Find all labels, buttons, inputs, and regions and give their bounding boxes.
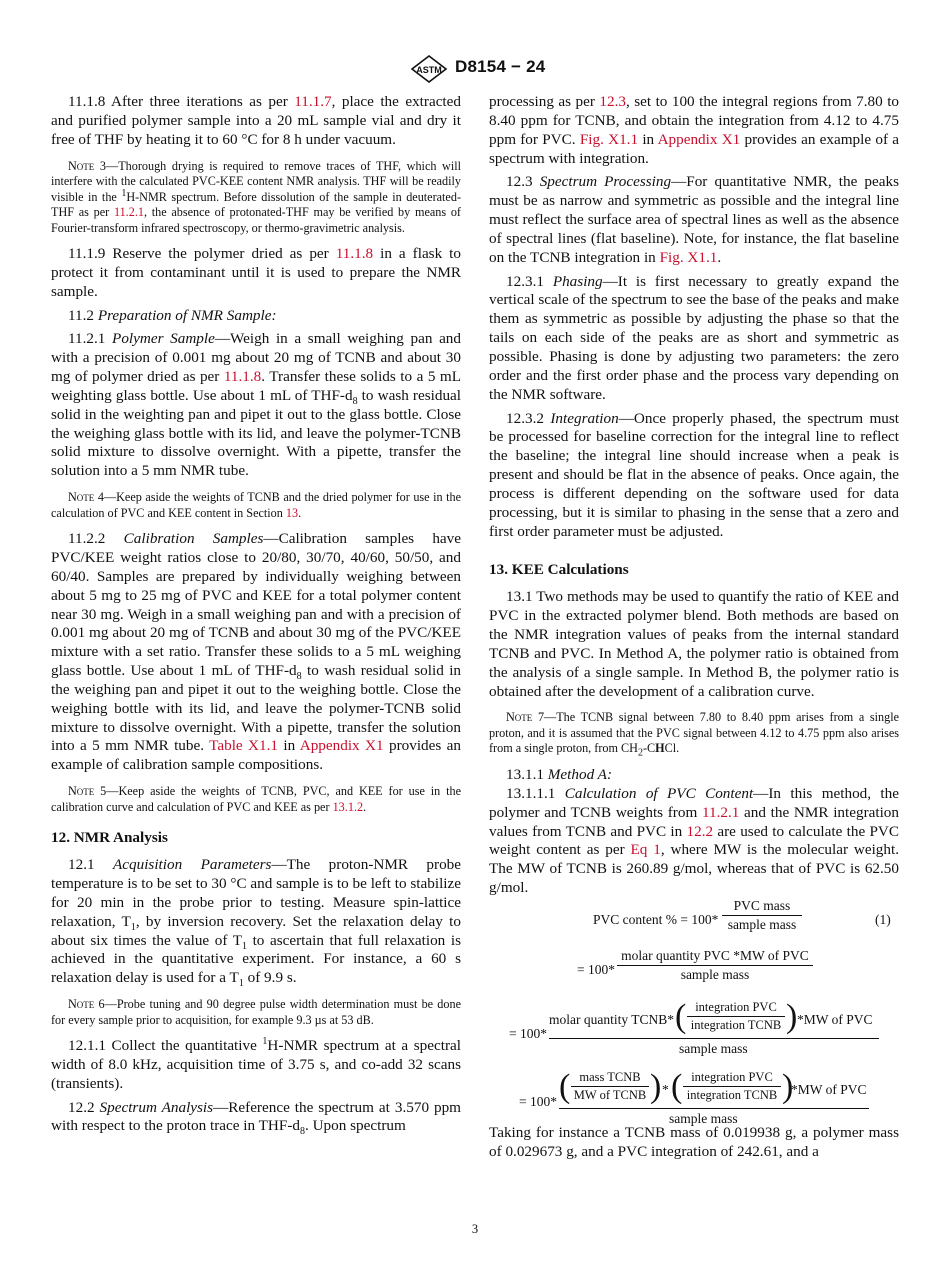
paragraph-example-continued: Taking for instance a TCNB mass of 0.019938 g, a polymer mass of 0.029673 g, and a PVC integration of 242.61, and a — [489, 1123, 899, 1160]
paragraph-11-2-1: 11.2.1 Polymer Sample—Weigh in a small weighing pan and with a precision of 0.001 mg about 20 mg of TCNB and about 30 mg of polymer dried as per 11.1.8. Transfer these solids to a 5 mL weighting glass bottle. Use about 1 mL of THF-$d_8$ to wash residual solid in the weighting pan and pipet it out to the glass bottle. Close the weighing glass bottle with its lid, and leave the polymer-TCNB solid mixture to dissolve overnight. With a pipette, transfer the solution into a 5 mm NMR tube. — [51, 330, 462, 480]
xref-appendix-x1-b[interactable]: Appendix X1 — [657, 130, 741, 148]
xref-table-x1-1[interactable]: Table X1.1 — [209, 737, 278, 755]
xref-12-2[interactable]: 12.2 — [686, 822, 714, 840]
eq1-label: (1) — [875, 911, 891, 927]
paragraph-12-1-1: 12.1.1 Collect the quantitative $^1$H-NMR spectrum at a spectral width of 8.0 kHz, acquisition time of 3.75 s, and co-add 32 scans (transients). — [51, 1035, 461, 1092]
equation-1-block — [489, 897, 899, 1126]
paragraph-12-3: 12.3 Spectrum Processing—For quantitative NMR, the peaks must be as narrow and symmetric as possible and the integral line must reflect the surface area of spectral lines as well as the absence of spectral lines (flat baseline). Note, for instance, the flat baseline on the TCNB integration in Fig. X1.1. — [489, 173, 899, 266]
astm-logo-icon — [408, 54, 450, 84]
xref-11-2-1-b[interactable]: 11.2.1 — [701, 803, 740, 821]
note-3: Note 3—Thorough drying is required to remove traces of THF, which will interfere with the calculated PVC-KEE content NMR analysis. THF will be readily visible in the $^1$H-NMR spectrum. Before dissolution of the sample in deuterated-THF as per 11.2.1, the absence of protonated-THF may be verified by means of Fourier-transform infrared spectroscopy, or thermo-gravimetric analysis. — [51, 158, 462, 235]
xref-12-3[interactable]: 12.3 — [599, 93, 626, 110]
paragraph-13-1: 13.1 Two methods may be used to quantify the ratio of KEE and PVC in the extracted polymer blend. Both methods are based on the NMR integration values of peaks from the internal standard TCNB and PVC. In Method A, the polymer ratio is obtained from the analysis of a single sample. In Method B, the polymer ratio is obtained after the development of a calibration curve. — [489, 588, 899, 700]
paragraph-11-1-9: 11.1.9 Reserve the polymer dried as per 11.1.8 in a flask to protect it from contaminant until it is used to prepare the NMR sample. — [51, 245, 461, 300]
eq4-numerator: ( mass TCNB MW of TCNB ) * ( integration PVC integration TCNB ) *MW of PVC — [559, 1068, 869, 1109]
right-column — [489, 93, 899, 1162]
xref-11-1-8-b[interactable]: 11.1.8 — [223, 368, 262, 386]
eq1-lhs: PVC content % = 100* — [593, 911, 719, 927]
eq4-denominator: sample mass — [669, 1110, 738, 1126]
eq3-numerator: molar quantity TCNB* ( integration PVC integration TCNB ) *MW of PVC — [549, 998, 879, 1039]
section-13-heading: 13. KEE Calculations — [489, 561, 629, 579]
astm-logo-text: ASTM — [416, 65, 442, 75]
xref-section-13[interactable]: 13 — [285, 505, 299, 520]
paragraph-12-2: 12.2 Spectrum Analysis—Reference the spectrum at 3.570 ppm with respect to the proton trace in THF-$d_8$. Upon spectrum — [51, 1098, 461, 1138]
paragraph-12-2-continued: processing as per 12.3, set to 100 the integral regions from 7.80 to 8.40 ppm for TCNB, and obtain the integration from 4.12 to 4.75 ppm for PVC. Fig. X1.1 in Appendix X1 provides an example of a spectrum with integration. — [489, 93, 900, 167]
eq4-prefix: = 100* — [519, 1093, 557, 1109]
section-12-heading: 12. NMR Analysis — [51, 829, 168, 847]
left-column — [51, 93, 461, 1136]
xref-appendix-x1[interactable]: Appendix X1 — [299, 737, 384, 755]
paragraph-12-3-1: 12.3.1 Phasing—It is first necessary to greatly expand the vertical scale of the spectrum to see the base of the peaks and make them as symmetric as possible by adjusting the phase so that the tails on each side of the peaks are as short and symmetric as possible. Phasing is done by adjusting two parameters: the zero order and the first order phase and the process vary depending on the NMR software. — [489, 272, 899, 403]
eq2-prefix: = 100* — [577, 961, 615, 977]
paragraph-12-3-2: 12.3.2 Integration—Once properly phased, the spectrum must be processed for baseline correction for the integral line to reflect the baseline; the integral line should increase when a peak is present and should be flat in the absence of peaks. Once again, the process is different depending on the software used for data processing, but it is similar to phasing in the sense that a zero and first order parameter must be adjusted. — [489, 409, 900, 540]
paragraph-11-1-8: 11.1.8 After three iterations as per 11.1.7, place the extracted and purified polymer sample into a 20 mL sample vial and dry it free of THF by heating it to 60 °C for 8 h under vacuum. — [51, 93, 461, 148]
xref-fig-x1-1[interactable]: Fig. X1.1 — [579, 130, 639, 148]
note-5: Note 5—Keep aside the weights of TCNB, PVC, and KEE for use in the calibration curve and calculation of PVC and KEE as per 13.1.2. — [51, 784, 461, 814]
page-header — [0, 54, 950, 84]
xref-fig-x1-1-b[interactable]: Fig. X1.1 — [659, 248, 718, 266]
eq2-fraction: molar quantity PVC *MW of PVC sample mass — [617, 948, 813, 983]
standard-designation: D8154 − 24 — [455, 57, 546, 76]
eq3-denominator: sample mass — [679, 1040, 748, 1056]
page-number: 3 — [471, 1222, 479, 1236]
xref-eq-1[interactable]: Eq 1 — [630, 841, 661, 859]
eq1-fraction: PVC mass sample mass — [722, 898, 802, 933]
note-7: Note 7—The TCNB signal between 7.80 to 8.40 ppm arises from a single proton, and it is assumed that the PVC signal between 4.12 to 4.75 ppm also arises from a single proton, from $CH_2$-CHCl. — [489, 710, 900, 759]
paragraph-11-2-2: 11.2.2 Calibration Samples—Calibration samples have PVC/KEE weight ratios close to 20/80, 30/70, 40/60, 50/50, and 60/40. Samples are prepared by individually weighing between about 5 mg to 25 mg of PVC and KEE for a total polymer content near 30 mg. Weigh in a small weighing pan and with a precision of 0.001 mg about 20 mg of TCNB and about 30 mg of the PVC/KEE mixture with a set ratio. Transfer these solids to a 5 mL weighing glass bottle. Use about 1 mL of THF-$d_8$ to wash residual solid in the weighing pan and pipet it out to the weighing bottle. Close the weighing bottle with its lid, and leave the polymer-TCNB solid mixture to dissolve overnight. With a pipette, transfer the solution into a 5 mm NMR tube. Table X1.1 in Appendix X1 provides an example of calibration sample compositions. — [51, 530, 462, 774]
xref-11-2-1[interactable]: 11.2.1 — [113, 205, 144, 220]
paragraph-11-2: 11.2 Preparation of NMR Sample: — [68, 306, 277, 324]
note-4: Note 4—Keep aside the weights of TCNB and the dried polymer for use in the calculation of PVC and KEE content in Section 13. — [51, 490, 462, 520]
xref-11-1-7[interactable]: 11.1.7 — [294, 93, 332, 110]
paragraph-13-1-1-1: 13.1.1.1 Calculation of PVC Content—In this method, the polymer and TCNB weights from 11.2.1 and the NMR integration values from TCNB and PVC in 12.2 are used to calculate the PVC weight content as per Eq 1, where MW is the molecular weight. The MW of TCNB is 260.89 g/mol, whereas that of PVC is 62.50 g/mol. — [489, 784, 900, 897]
paragraph-13-1-1: 13.1.1 Method A: — [506, 765, 613, 783]
paragraph-12-1: 12.1 Acquisition Parameters—The proton-NMR probe temperature is to be set to 30 °C and sample is to be left to stabilize for 20 min in the probe prior to testing. Measure spin-lattice relaxation, $T_1$, by inversion recovery. Set the relaxation delay to about six times the value of $T_1$ to ascertain that full relaxation is achieved in the quantitative experiment. For instance, a 60 s relaxation delay is used for a $T_1$ of 9.9 s. — [51, 856, 461, 990]
xref-13-1-2[interactable]: 13.1.2 — [332, 799, 364, 814]
eq3-prefix: = 100* — [509, 1025, 547, 1041]
note-6: Note 6—Probe tuning and 90 degree pulse width determination must be done for every sample prior to acquisition, for example 9.3 µs at 53 dB. — [51, 997, 461, 1027]
xref-11-1-8[interactable]: 11.1.8 — [335, 245, 374, 263]
